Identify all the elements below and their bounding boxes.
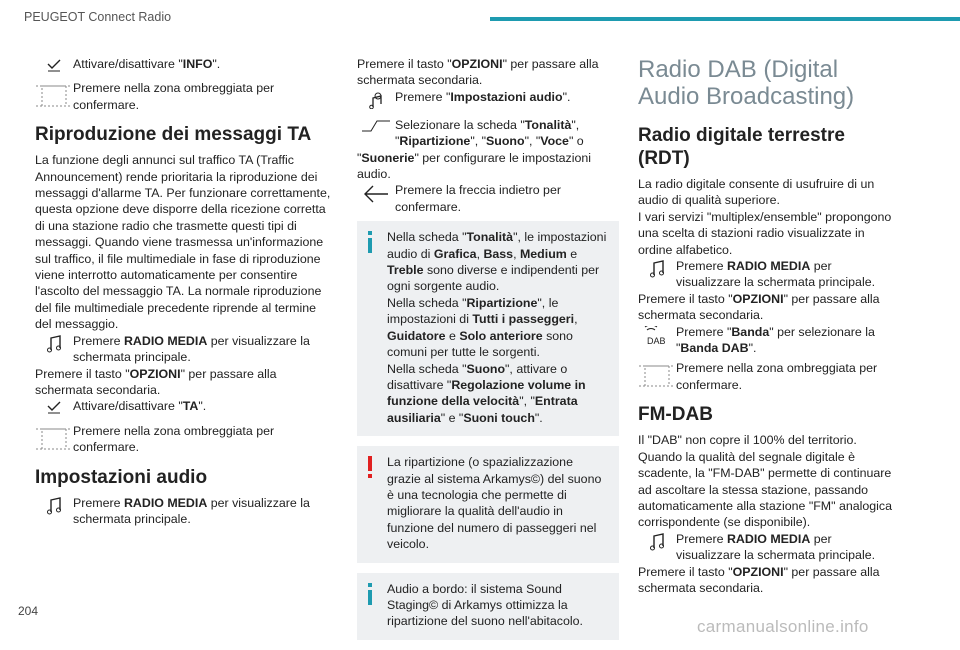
options-text-1: Premere il tasto "OPZIONI" per passare alla schermata secondaria. bbox=[35, 366, 277, 397]
tabs-text: Selezionare la scheda "Tonalità", "Ripartizione", "Suono", "Voce" o bbox=[395, 117, 584, 149]
radio-media-text-1: Premere RADIO MEDIA per visualizzare la schermata principale. bbox=[73, 333, 310, 365]
radio-media-text-2: Premere RADIO MEDIA per visualizzare la schermata principale. bbox=[73, 495, 310, 526]
accent-bar bbox=[490, 17, 960, 21]
radio-media-row-1 bbox=[35, 333, 331, 366]
warning-note bbox=[357, 446, 619, 562]
info-note-1-text: Nella scheda "Tonalità", le impostazioni audio di Grafica, Bass, Medium e Treble sono diverse e indipendenti per ogni sorgente audio. Nella scheda "Ripartizione", le impostazioni di Tutti i passeggeri, Guidatore e Solo anteriore sono comuni per tutte le sorgenti. Nella scheda "Suono", attivare o disattivare "Regolazione volume in funzione della velocità", "Entrata ausiliaria" e "Suoni touch". bbox=[387, 230, 607, 425]
audio-settings-icon bbox=[357, 89, 395, 109]
options-text-4: Premere il tasto "OPZIONI" per passare alla schermata secondaria. bbox=[638, 564, 880, 595]
confirm-row-2 bbox=[35, 423, 331, 456]
svg-text:DAB: DAB bbox=[647, 335, 666, 346]
fmdab-body-1: Il "DAB" non copre il 100% del territorio. bbox=[638, 433, 857, 448]
radio-media-row-3 bbox=[638, 258, 898, 291]
tabs-text-cont: "Suonerie" per configurare le impostazioni audio. bbox=[357, 150, 592, 182]
ta-toggle-row bbox=[35, 398, 331, 414]
audio-settings-text: Premere "Impostazioni audio". bbox=[395, 89, 571, 104]
info-icon bbox=[367, 231, 373, 257]
shaded-zone-icon bbox=[35, 80, 73, 110]
audio-heading: Impostazioni audio bbox=[35, 466, 208, 488]
warning-icon bbox=[367, 456, 373, 482]
audio-settings-row bbox=[357, 89, 619, 109]
header-title: PEUGEOT Connect Radio bbox=[24, 10, 172, 24]
confirm-text-2: Premere nella zona ombreggiata per confermare. bbox=[73, 423, 275, 455]
music-note-icon bbox=[638, 531, 676, 551]
tabs-row bbox=[357, 117, 619, 150]
shaded-zone-icon bbox=[35, 423, 73, 453]
info-icon bbox=[367, 583, 373, 609]
info-note-2 bbox=[357, 573, 619, 640]
confirm-text-3: Premere nella zona ombreggiata per confermare. bbox=[676, 361, 878, 392]
rdt-heading: Radio digitale terrestre (RDT) bbox=[638, 125, 845, 169]
dab-heading: Radio DAB (Digital Audio Broadcasting) bbox=[638, 56, 855, 110]
options-text-3: Premere il tasto "OPZIONI" per passare alla schermata secondaria. bbox=[638, 291, 880, 323]
radio-media-row-4 bbox=[638, 531, 898, 564]
music-note-icon bbox=[35, 495, 73, 515]
options-intro: Premere il tasto "OPZIONI" per passare alla schermata secondaria. bbox=[357, 57, 599, 88]
info-note-2-text: Audio a bordo: il sistema Sound Staging© di Arkamys ottimizza la ripartizione del suono nell'abitacolo. bbox=[387, 581, 583, 629]
ta-body: La funzione degli annunci sul traffico TA (Traffic Announcement) rende prioritaria la riproduzione dei messaggi d'allarme TA. Per funzionare correttamente, questa opzione deve disporre della ricezione corretta di una stazione radio che trasmette questi tipi di messaggi. Quando viene trasmessa un'informazione sul traffico, il file multimediale in fase di riproduzione viene interrotto automaticamente per consentire l'ascolto del messaggio TA. La normale riproduzione del file multimediale precedente riprende al termine del messaggio. bbox=[35, 153, 331, 332]
checkbox-icon bbox=[35, 56, 73, 72]
column-3 bbox=[638, 56, 898, 596]
back-arrow-icon bbox=[357, 182, 395, 204]
rdt-body-1: La radio digitale consente di usufruire di un audio di qualità superiore. bbox=[638, 177, 875, 208]
confirm-text-1: Premere nella zona ombreggiata per confermare. bbox=[73, 81, 275, 112]
info-note-1 bbox=[357, 221, 619, 436]
ta-heading: Riproduzione dei messaggi TA bbox=[35, 124, 312, 146]
confirm-row-1 bbox=[35, 80, 331, 113]
ta-toggle-text: Attivare/disattivare "TA". bbox=[73, 399, 207, 414]
info-toggle-text: Attivare/disattivare "INFO". bbox=[73, 57, 221, 71]
warning-text: La ripartizione (o spazializzazione grazie al sistema Arkamys©) del suono è una tecnologia che permette di migliorare la qualità dell'audio in funzione del numero di passeggeri nel veicolo. bbox=[387, 455, 602, 552]
banda-row bbox=[638, 324, 898, 357]
rdt-body-2: I vari servizi "multiplex/ensemble" propongono una scelta di stazioni radio visualizzate in ordine alfabetico. bbox=[638, 209, 892, 257]
page-number: 204 bbox=[18, 604, 39, 618]
dab-icon bbox=[638, 324, 676, 346]
music-note-icon bbox=[35, 333, 73, 353]
back-text: Premere la freccia indietro per confermare. bbox=[395, 183, 561, 214]
watermark: carmanualsonline.info bbox=[697, 617, 869, 636]
info-toggle-row bbox=[35, 56, 331, 72]
radio-media-text-4: Premere RADIO MEDIA per visualizzare la schermata principale. bbox=[676, 531, 876, 563]
confirm-row-3 bbox=[638, 360, 898, 393]
music-note-icon bbox=[638, 258, 676, 278]
fmdab-heading: FM-DAB bbox=[638, 404, 713, 426]
fmdab-body-2: Quando la qualità del segnale digitale è scadente, la "FM-DAB" permette di continuare ad ascoltare la stessa stazione, passando automaticamente alla stazione "FM" analogica corrispondente (se disponibile). bbox=[638, 449, 892, 530]
radio-media-row-2 bbox=[35, 495, 331, 528]
banda-text: Premere "Banda" per selezionare la "Banda DAB". bbox=[676, 324, 875, 356]
column-1 bbox=[35, 56, 331, 527]
column-2 bbox=[357, 56, 619, 650]
tab-icon bbox=[357, 117, 395, 133]
back-row bbox=[357, 182, 619, 215]
checkbox-icon bbox=[35, 398, 73, 414]
radio-media-text-3: Premere RADIO MEDIA per visualizzare la schermata principale. bbox=[676, 259, 876, 290]
shaded-zone-icon bbox=[638, 360, 676, 390]
